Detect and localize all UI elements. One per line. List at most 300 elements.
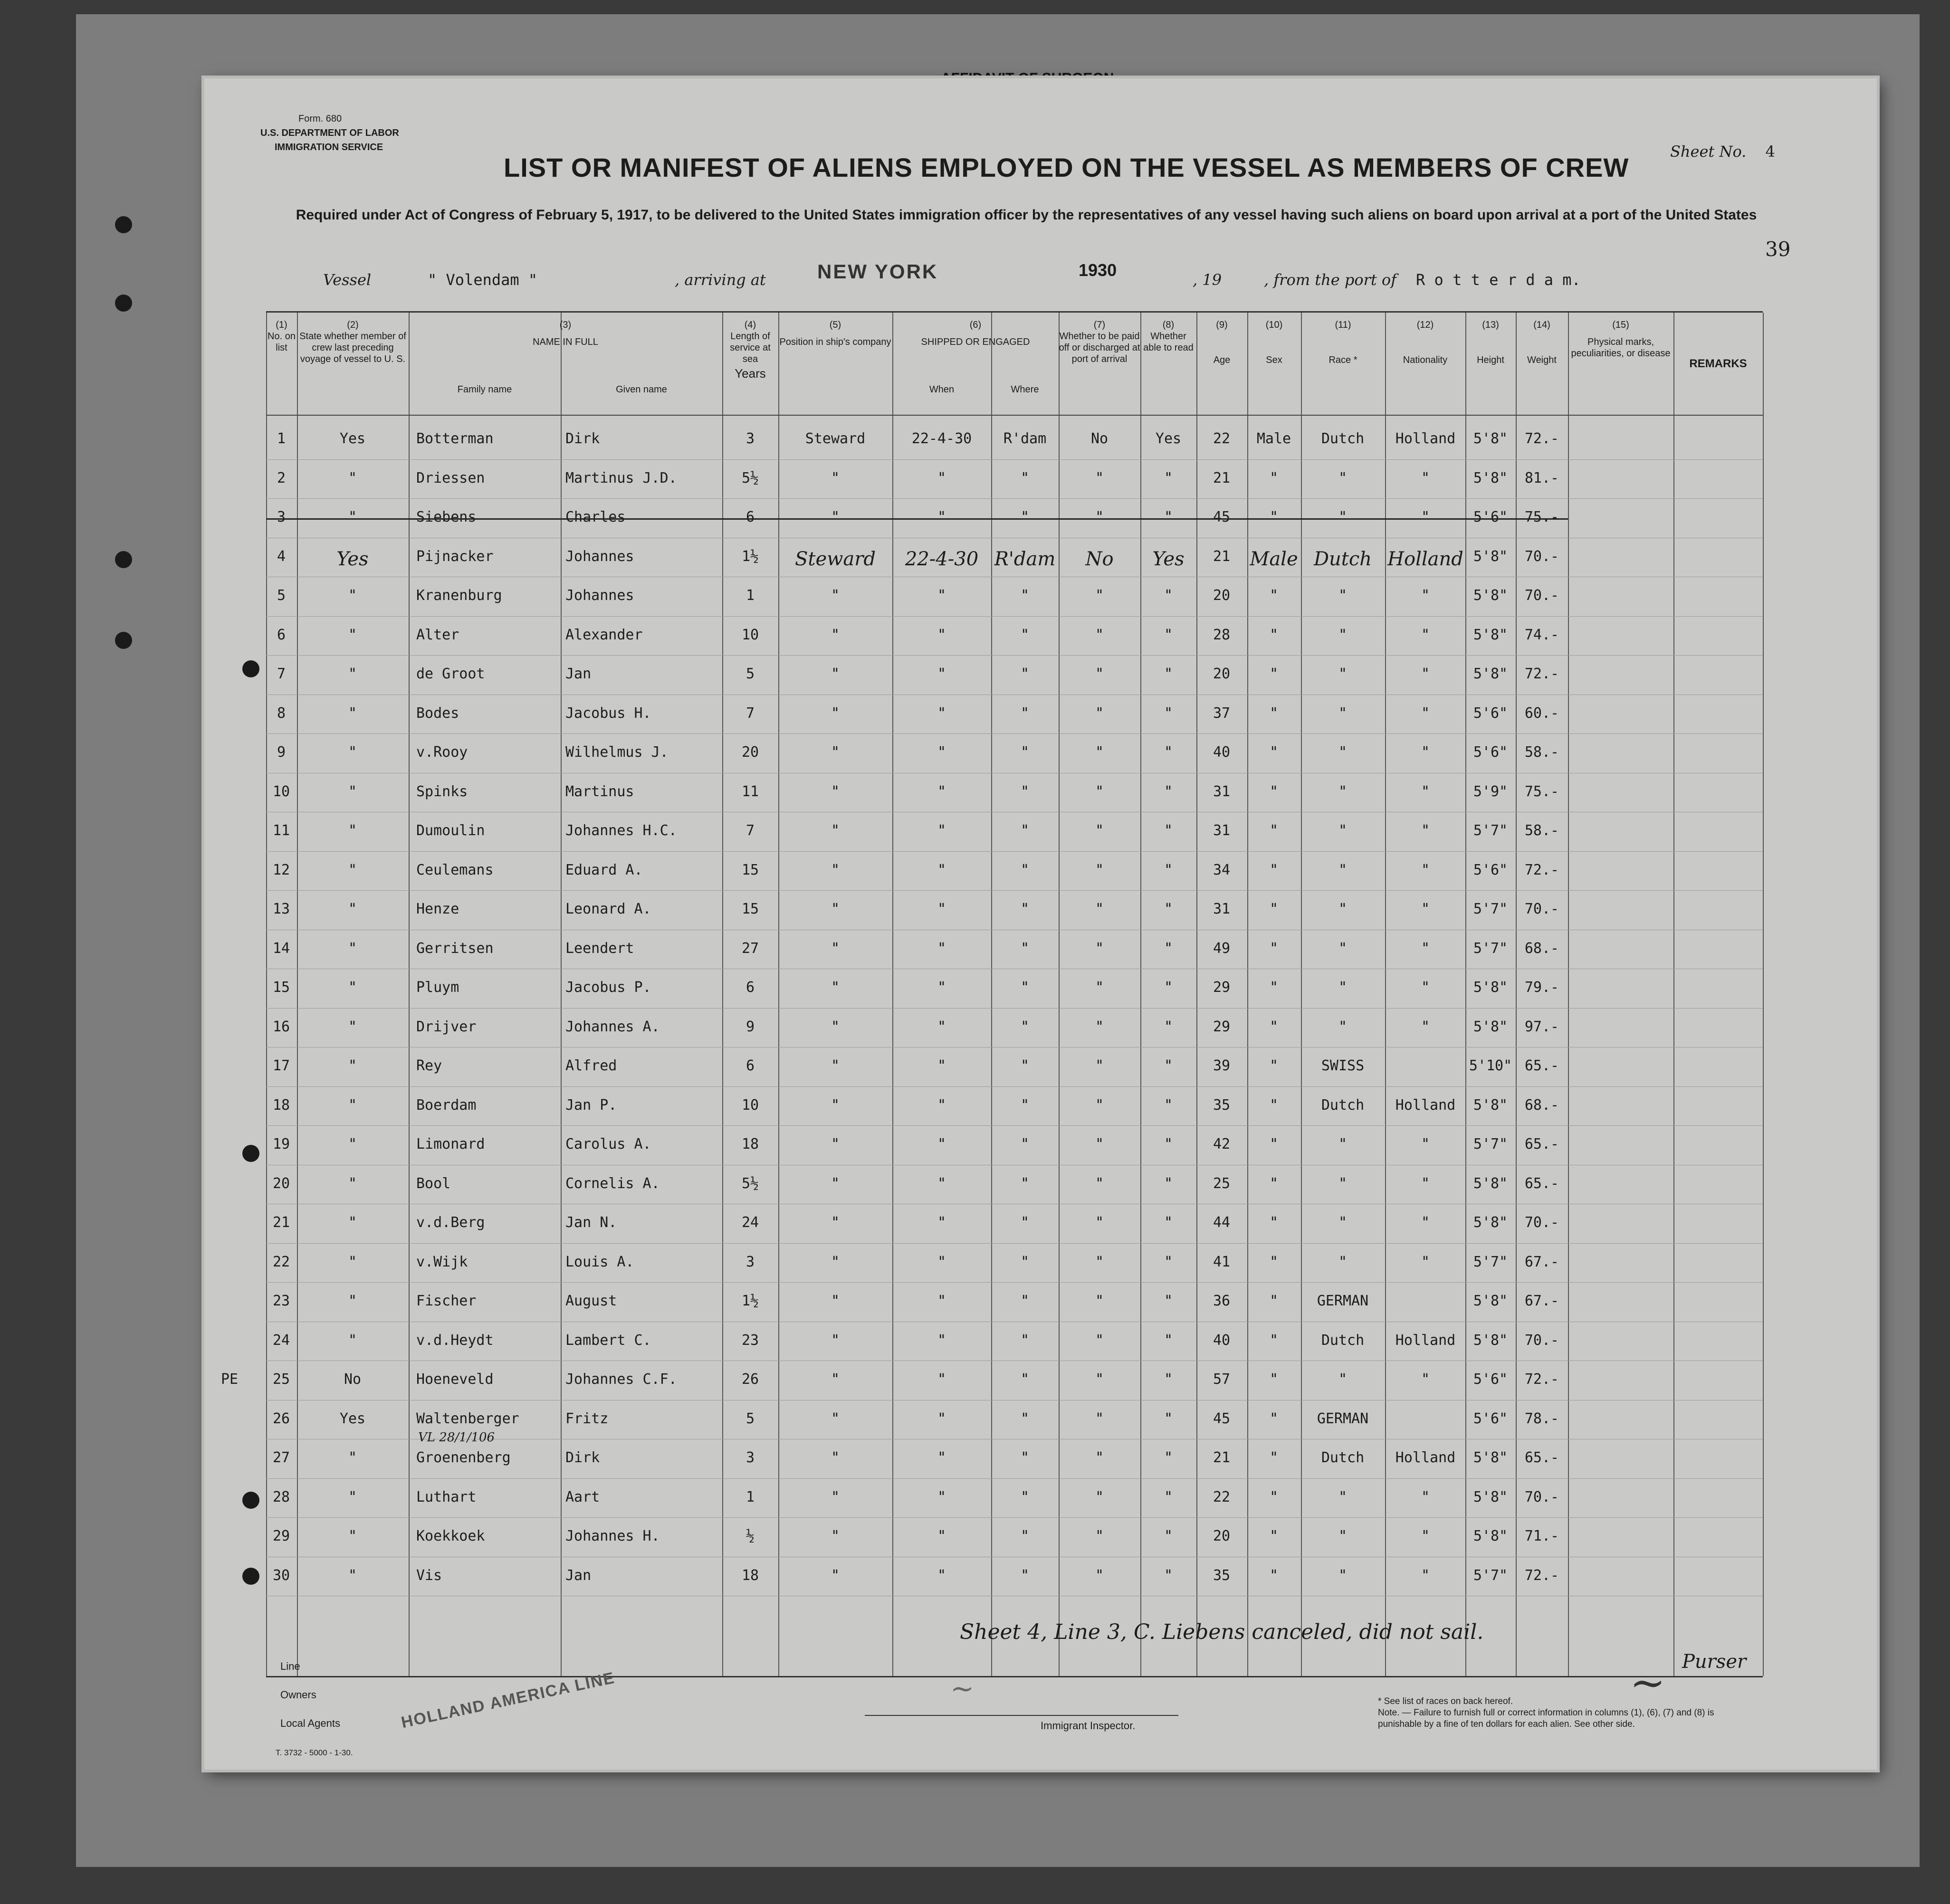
cell-family: Bool — [416, 1175, 451, 1192]
cell-given: Jan — [565, 666, 592, 682]
cell-nat: " — [1421, 587, 1430, 604]
inspector-label: Immigrant Inspector. — [1041, 1720, 1136, 1732]
cell-nat: " — [1421, 509, 1430, 525]
cell-race: " — [1338, 509, 1348, 525]
cell-position: " — [831, 666, 840, 682]
cell-no: 23 — [272, 1293, 290, 1309]
cell-nat: " — [1421, 704, 1430, 722]
col-remarks-header: REMARKS — [1689, 357, 1747, 370]
cell-prev: " — [348, 901, 357, 917]
cell-age: 36 — [1213, 1293, 1231, 1309]
cell-weight: 58.- — [1524, 822, 1559, 839]
cell-no: 27 — [272, 1449, 290, 1466]
cell-family: Ceulemans — [416, 861, 494, 878]
cell-nat: " — [1421, 1175, 1430, 1192]
cell-years: 1½ — [741, 548, 759, 565]
cell-given: Dirk — [565, 1449, 600, 1466]
cell-where: " — [1020, 1136, 1030, 1152]
cell-age: 20 — [1213, 587, 1231, 604]
cell-position: " — [831, 509, 840, 525]
cell-paid: " — [1095, 1057, 1104, 1074]
cell-given: Cornelis A. — [565, 1175, 660, 1192]
cell-when: " — [937, 901, 946, 917]
cell-where: " — [1020, 1175, 1030, 1192]
cell-years: ½ — [746, 1528, 755, 1544]
vessel-line — [323, 271, 1749, 295]
col-paid-off-header: (7) Whether to be paid off or discharged at port of arrival — [1059, 320, 1140, 364]
cell-race: SWISS — [1321, 1057, 1365, 1074]
cell-race: " — [1338, 901, 1348, 917]
cell-years: 10 — [741, 626, 759, 643]
cell-race: " — [1338, 861, 1348, 878]
col-sex-header: (10) Sex — [1265, 320, 1283, 365]
cell-prev: Yes — [339, 1410, 366, 1427]
cell-position: " — [831, 1096, 840, 1114]
cell-height: 5'10" — [1469, 1057, 1512, 1074]
cell-sex: " — [1269, 1410, 1279, 1427]
cell-years: 9 — [746, 1018, 755, 1035]
cell-when: " — [937, 861, 946, 878]
cell-given: August — [565, 1293, 617, 1309]
cell-given: Leendert — [565, 940, 634, 957]
cell-paid: " — [1095, 1449, 1104, 1466]
cell-prev: " — [348, 861, 357, 878]
cell-nat: " — [1421, 1136, 1430, 1152]
cell-given: Lambert C. — [565, 1332, 651, 1349]
cell-when: " — [937, 509, 946, 525]
cell-read: " — [1164, 1214, 1173, 1231]
cell-years: 11 — [741, 783, 759, 800]
cell-nat: " — [1421, 1214, 1430, 1231]
cell-weight: 60.- — [1524, 704, 1559, 722]
cell-family: Waltenberger — [416, 1410, 519, 1427]
cell-given: Leonard A. — [565, 901, 651, 917]
cell-prev: " — [348, 940, 357, 957]
cell-sex: " — [1269, 1293, 1279, 1309]
cell-sex: " — [1269, 1214, 1279, 1231]
cell-position: " — [831, 1057, 840, 1074]
cell-nat: Holland — [1387, 548, 1463, 570]
cell-position: " — [831, 1018, 840, 1035]
cell-weight: 70.- — [1524, 587, 1559, 604]
cell-paid: " — [1095, 469, 1104, 486]
cell-given: Wilhelmus J. — [565, 744, 669, 761]
cell-weight: 70.- — [1524, 1332, 1559, 1349]
cell-prev: " — [348, 979, 357, 996]
cell-where: " — [1020, 979, 1030, 996]
cell-position: " — [831, 979, 840, 996]
cell-given: Louis A. — [565, 1253, 634, 1270]
cell-race: Dutch — [1321, 1332, 1365, 1349]
cell-family: Bodes — [416, 704, 459, 722]
cell-paid: " — [1095, 704, 1104, 722]
department-name: U.S. DEPARTMENT OF LABOR — [260, 128, 399, 138]
cell-height: 5'9" — [1473, 783, 1508, 800]
cell-prev: " — [348, 666, 357, 682]
cell-years: 7 — [746, 704, 755, 722]
cell-age: 29 — [1213, 979, 1231, 996]
line-label: Line — [280, 1660, 300, 1672]
cell-weight: 65.- — [1524, 1449, 1559, 1466]
cell-where: " — [1020, 704, 1030, 722]
cell-age: 57 — [1213, 1371, 1231, 1388]
cell-no: 16 — [272, 1018, 290, 1035]
cell-given: Aart — [565, 1488, 600, 1505]
cell-family: Rey — [416, 1057, 442, 1074]
cell-prev: " — [348, 1214, 357, 1231]
cell-when: " — [937, 783, 946, 800]
cell-nat: " — [1421, 744, 1430, 761]
cell-paid: " — [1095, 1410, 1104, 1427]
cell-family: v.Rooy — [416, 744, 468, 761]
cell-years: 5 — [746, 1410, 755, 1427]
cell-height: 5'7" — [1473, 940, 1508, 957]
cell-given: Johannes H.C. — [565, 822, 677, 839]
cell-age: 31 — [1213, 901, 1231, 917]
cell-position: " — [831, 901, 840, 917]
cell-position: " — [831, 1488, 840, 1505]
cell-height: 5'8" — [1473, 979, 1508, 996]
cell-nat: " — [1421, 626, 1430, 643]
cell-race: " — [1338, 783, 1348, 800]
cell-paid: " — [1095, 940, 1104, 957]
cell-given: Alfred — [565, 1057, 617, 1074]
cell-years: 18 — [741, 1136, 759, 1152]
cell-race: Dutch — [1321, 1096, 1365, 1114]
cell-prev: " — [348, 704, 357, 722]
cell-family: de Groot — [416, 666, 485, 682]
cell-age: 31 — [1213, 783, 1231, 800]
col-shipped-header: (6) SHIPPED OR ENGAGED — [921, 320, 1030, 347]
cell-read: " — [1164, 509, 1173, 525]
cell-sex: Male — [1250, 548, 1298, 570]
arrival-port-stamp: NEW YORK — [817, 260, 938, 283]
cell-when: " — [937, 1371, 946, 1388]
cell-race: GERMAN — [1317, 1410, 1369, 1427]
cell-weight: 97.- — [1524, 1018, 1559, 1035]
cell-years: 15 — [741, 861, 759, 878]
cell-given: Carolus A. — [565, 1136, 651, 1152]
cell-where: " — [1020, 587, 1030, 604]
cell-nat: " — [1421, 1528, 1430, 1544]
cell-when: " — [937, 704, 946, 722]
cell-family: Fischer — [416, 1293, 477, 1309]
cell-paid: " — [1095, 1253, 1104, 1270]
cell-when: " — [937, 1293, 946, 1309]
col-service-header: (4) Length of service at sea Years — [730, 320, 771, 381]
cell-sex: " — [1269, 666, 1279, 682]
print-code: T. 3732 - 5000 - 1-30. — [276, 1748, 353, 1757]
cell-sex: " — [1269, 1371, 1279, 1388]
cell-height: 5'8" — [1473, 1096, 1508, 1114]
cell-age: 39 — [1213, 1057, 1231, 1074]
cell-no: 19 — [272, 1136, 290, 1152]
cell-family: v.d.Berg — [416, 1214, 485, 1231]
cell-height: 5'6" — [1473, 704, 1508, 722]
cell-sex: " — [1269, 861, 1279, 878]
cell-no: 9 — [277, 744, 286, 761]
cell-when: " — [937, 1410, 946, 1427]
cell-no: 29 — [272, 1528, 290, 1544]
cell-age: 37 — [1213, 704, 1231, 722]
cell-paid: " — [1095, 1175, 1104, 1192]
cell-family: Dumoulin — [416, 822, 485, 839]
cell-given: Jan N. — [565, 1214, 617, 1231]
cell-where: R'dam — [1003, 430, 1047, 447]
cell-when: 22-4-30 — [905, 548, 979, 570]
cell-position: " — [831, 1136, 840, 1152]
cell-race: Dutch — [1321, 430, 1365, 447]
cell-family: Boerdam — [416, 1096, 477, 1114]
cell-race: " — [1338, 1175, 1348, 1192]
cell-no: 4 — [277, 548, 286, 565]
col-weight-header: (14) Weight — [1527, 320, 1557, 365]
cell-read: " — [1164, 1293, 1173, 1309]
cell-no: 26 — [272, 1410, 290, 1427]
cell-age: 28 — [1213, 626, 1231, 643]
cell-sex: " — [1269, 1567, 1279, 1584]
service-name: IMMIGRATION SERVICE — [275, 142, 383, 152]
cell-height: 5'7" — [1473, 901, 1508, 917]
cell-sex: " — [1269, 1057, 1279, 1074]
cell-no: 22 — [272, 1253, 290, 1270]
cancel-strikethrough — [266, 518, 1568, 520]
cell-family: Driessen — [416, 469, 485, 486]
cell-position: " — [831, 1332, 840, 1349]
cell-no: 11 — [272, 822, 290, 839]
cell-given: Jan P. — [565, 1096, 617, 1114]
cell-nat: " — [1421, 979, 1430, 996]
cell-when: " — [937, 1253, 946, 1270]
cell-where: " — [1020, 1057, 1030, 1074]
cell-when: 22-4-30 — [911, 430, 972, 447]
cell-age: 40 — [1213, 1332, 1231, 1349]
cell-family: Vis — [416, 1567, 442, 1584]
cell-years: 6 — [746, 509, 755, 525]
cell-read: " — [1164, 587, 1173, 604]
cell-height: 5'8" — [1473, 548, 1508, 565]
cell-sex: " — [1269, 509, 1279, 525]
cell-weight: 70.- — [1524, 1214, 1559, 1231]
cell-when: " — [937, 666, 946, 682]
cell-position: " — [831, 783, 840, 800]
inspector-signature: ~ — [950, 1672, 975, 1705]
cell-years: 15 — [741, 901, 759, 917]
cell-paid: " — [1095, 1567, 1104, 1584]
cell-years: 6 — [746, 979, 755, 996]
cell-sex: " — [1269, 783, 1279, 800]
cell-paid: " — [1095, 666, 1104, 682]
cell-years: 1½ — [741, 1293, 759, 1309]
cell-no: 21 — [272, 1214, 290, 1231]
cell-where: " — [1020, 1410, 1030, 1427]
cell-position: " — [831, 1293, 840, 1309]
cell-where: " — [1020, 1214, 1030, 1231]
cell-age: 22 — [1213, 430, 1231, 447]
cell-height: 5'7" — [1473, 822, 1508, 839]
cell-weight: 72.- — [1524, 666, 1559, 682]
cell-sex: " — [1269, 587, 1279, 604]
cell-position: " — [831, 1528, 840, 1544]
cell-no: 20 — [272, 1175, 290, 1192]
cell-paid: " — [1095, 1371, 1104, 1388]
cell-given: Johannes H. — [565, 1528, 660, 1544]
cell-where: " — [1020, 901, 1030, 917]
document-subtitle: Required under Act of Congress of February 5, 1917, to be delivered to the United States immigration officer by the representatives of any vessel having such aliens on board upon arrival at a port of the United States — [296, 207, 1757, 223]
cell-nat: " — [1421, 469, 1430, 486]
cell-prev: " — [348, 1253, 357, 1270]
vessel-name: " Volendam " — [428, 271, 538, 289]
cell-age: 21 — [1213, 469, 1231, 486]
cell-nat: " — [1421, 1253, 1430, 1270]
cell-given: Dirk — [565, 430, 600, 447]
cell-when: " — [937, 1136, 946, 1152]
cell-no: 25 — [272, 1371, 290, 1388]
cell-sex: " — [1269, 940, 1279, 957]
cell-when: " — [937, 1175, 946, 1192]
cell-read: " — [1164, 1488, 1173, 1505]
cell-age: 21 — [1213, 548, 1231, 565]
cell-no: 18 — [272, 1096, 290, 1114]
cell-when: " — [937, 979, 946, 996]
cell-weight: 72.- — [1524, 861, 1559, 878]
cell-where: " — [1020, 783, 1030, 800]
cell-weight: 68.- — [1524, 1096, 1559, 1114]
cell-paid: " — [1095, 1214, 1104, 1231]
cell-prev: " — [348, 469, 357, 486]
cell-when: " — [937, 1449, 946, 1466]
cell-sex: Male — [1256, 430, 1291, 447]
cell-race: Dutch — [1321, 1449, 1365, 1466]
cell-read: " — [1164, 744, 1173, 761]
cell-years: 10 — [741, 1096, 759, 1114]
col-when-header: When — [929, 384, 955, 395]
cell-family: Siebens — [416, 509, 477, 525]
inspector-signature-line — [865, 1715, 1178, 1716]
cell-read: Yes — [1155, 430, 1182, 447]
cell-read: " — [1164, 783, 1173, 800]
cell-race: Dutch — [1313, 548, 1372, 570]
cell-read: " — [1164, 1175, 1173, 1192]
cell-read: " — [1164, 1096, 1173, 1114]
from-label: , from the port of — [1264, 271, 1397, 289]
cell-prev: " — [348, 626, 357, 643]
col-race-header: (11) Race * — [1329, 320, 1357, 365]
cell-family: Gerritsen — [416, 940, 494, 957]
cell-weight: 72.- — [1524, 1567, 1559, 1584]
cell-nat: Holland — [1395, 430, 1456, 447]
cell-no: 2 — [277, 469, 286, 486]
cell-sex: " — [1269, 1488, 1279, 1505]
cell-read: " — [1164, 1018, 1173, 1035]
cell-position: " — [831, 704, 840, 722]
cell-where: " — [1020, 1096, 1030, 1114]
vessel-label: Vessel — [323, 271, 372, 289]
sheet-number-value: 4 — [1765, 143, 1775, 161]
cell-family: Botterman — [416, 430, 494, 447]
page-number: 39 — [1765, 238, 1791, 261]
arriving-label: , arriving at — [675, 271, 766, 289]
cell-sex: " — [1269, 901, 1279, 917]
cell-given: Martinus J.D. — [565, 469, 677, 486]
cell-given: Johannes — [565, 587, 634, 604]
cell-race: " — [1338, 1214, 1348, 1231]
cell-where: " — [1020, 1293, 1030, 1309]
cell-height: 5'7" — [1473, 1567, 1508, 1584]
cell-read: " — [1164, 1410, 1173, 1427]
cell-where: " — [1020, 666, 1030, 682]
cell-family: Henze — [416, 901, 459, 917]
cell-prev: " — [348, 783, 357, 800]
cell-paid: " — [1095, 783, 1104, 800]
cell-given: Martinus — [565, 783, 634, 800]
cell-when: " — [937, 1528, 946, 1544]
cell-years: 3 — [746, 430, 755, 447]
cell-when: " — [937, 1488, 946, 1505]
manifest-table — [221, 311, 1763, 1677]
cell-race: " — [1338, 822, 1348, 839]
cell-nat: " — [1421, 783, 1430, 800]
col-height-header: (13) Height — [1477, 320, 1504, 365]
cell-years: 23 — [741, 1332, 759, 1349]
cell-sex: " — [1269, 626, 1279, 643]
cell-where: " — [1020, 1488, 1030, 1505]
cell-when: " — [937, 587, 946, 604]
cell-paid: " — [1095, 861, 1104, 878]
cell-age: 20 — [1213, 666, 1231, 682]
sheet-number-label: Sheet No. — [1670, 143, 1747, 161]
cell-position: " — [831, 940, 840, 957]
sheet-number — [1670, 143, 1775, 161]
owners-label: Owners — [280, 1689, 316, 1701]
cell-given: Johannes C.F. — [565, 1371, 677, 1388]
cell-prev: " — [348, 1528, 357, 1544]
cell-race: " — [1338, 666, 1348, 682]
cell-position: " — [831, 861, 840, 878]
cell-where: " — [1020, 861, 1030, 878]
cell-height: 5'7" — [1473, 1253, 1508, 1270]
cell-family: Pijnacker — [416, 548, 494, 565]
cell-paid: " — [1095, 1018, 1104, 1035]
cell-prev: " — [348, 587, 357, 604]
cell-race: " — [1338, 626, 1348, 643]
cell-read: " — [1164, 1371, 1173, 1388]
purser-signature: Purser — [1682, 1651, 1747, 1673]
cell-weight: 81.- — [1524, 469, 1559, 486]
cell-no: 13 — [272, 901, 290, 917]
cell-no: 8 — [277, 704, 286, 722]
cell-family: Luthart — [416, 1488, 477, 1505]
cell-when: " — [937, 744, 946, 761]
cell-race: " — [1338, 1018, 1348, 1035]
cell-where: " — [1020, 509, 1030, 525]
cell-family: Pluym — [416, 979, 459, 996]
cell-position: " — [831, 1214, 840, 1231]
cell-sex: " — [1269, 1449, 1279, 1466]
cell-height: 5'8" — [1473, 469, 1508, 486]
cell-prev: Yes — [336, 548, 369, 570]
cell-age: 35 — [1213, 1096, 1231, 1114]
cell-paid: " — [1095, 587, 1104, 604]
cell-age: 21 — [1213, 1449, 1231, 1466]
cell-paid: " — [1095, 1528, 1104, 1544]
cell-nat: " — [1421, 1018, 1430, 1035]
col-family-name-header: Family name — [457, 384, 512, 395]
col-nationality-header: (12) Nationality — [1403, 320, 1448, 365]
cell-read: " — [1164, 666, 1173, 682]
cell-position: " — [831, 587, 840, 604]
cell-paid: " — [1095, 509, 1104, 525]
